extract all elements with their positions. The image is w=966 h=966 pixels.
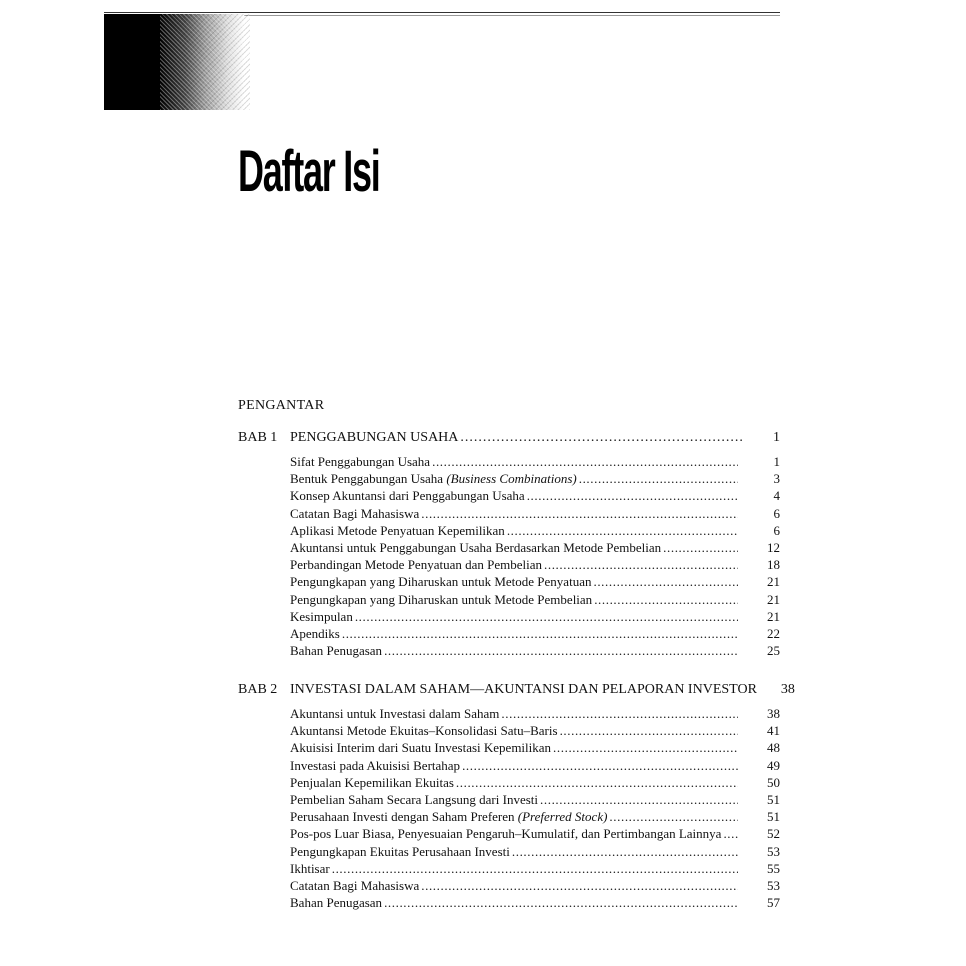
toc-entry[interactable] <box>290 723 780 740</box>
entry-title: Sifat Penggabungan Usaha <box>290 454 431 469</box>
entry-page-number: 41 <box>767 723 780 739</box>
entry-title: Perbandingan Metode Penyatuan dan Pembelian <box>290 557 542 573</box>
entry-title: Bentuk Penggabungan Usaha <box>290 471 447 487</box>
entry-page-number: 21 <box>767 591 780 607</box>
dot-leader <box>609 809 738 825</box>
entry-title: Pos-pos Luar Biasa, Penyesuaian Pengaruh–Kumulatif, dan Pertimbangan Lainnya <box>290 826 722 842</box>
entry-title: Perusahaan Investi dengan Saham Preferen <box>290 809 518 825</box>
dot-leader <box>663 540 738 556</box>
dot-leader <box>355 609 738 625</box>
dot-leader <box>540 792 738 808</box>
toc-entry[interactable] <box>290 758 780 775</box>
toc-entry[interactable] <box>290 609 780 626</box>
entry-page-number: 21 <box>767 608 780 624</box>
toc-entry[interactable] <box>290 643 780 660</box>
chapter-number: BAB 2 <box>238 682 278 697</box>
entry-title: Catatan Bagi Mahasiswa <box>290 505 420 521</box>
toc-entry[interactable] <box>290 574 780 591</box>
chapter-title: INVESTASI DALAM SAHAM—AKUNTANSI DAN PELAPORAN INVESTOR <box>290 682 757 697</box>
toc-entry[interactable] <box>290 775 780 792</box>
entry-title: Akuntansi Metode Ekuitas–Konsolidasi Satu–Baris <box>290 723 558 739</box>
dot-leader <box>560 723 738 739</box>
toc-entry[interactable] <box>290 506 780 523</box>
dot-leader <box>594 592 738 608</box>
entry-title: Pengungkapan yang Diharuskan untuk Metode Pembelian <box>290 591 593 607</box>
toc-entry[interactable] <box>290 826 780 843</box>
entry-title: Pengungkapan yang Diharuskan untuk Metode Penyatuan <box>290 574 592 590</box>
chapter-entries <box>290 454 780 660</box>
entry-page-number: 48 <box>767 740 780 756</box>
chapter-heading[interactable] <box>238 682 795 702</box>
entry-title: Bahan Penugasan <box>290 895 383 911</box>
dot-leader <box>421 878 738 894</box>
entry-page-number: 53 <box>767 843 780 859</box>
entry-title-italic: (Preferred Stock) <box>517 809 608 825</box>
entry-title: Akuisisi Interim dari Suatu Investasi Kepemilikan <box>290 740 552 756</box>
chapter-entries <box>290 706 780 912</box>
toc-entry[interactable] <box>290 626 780 643</box>
dot-leader <box>332 861 738 877</box>
entry-page-number: 4 <box>773 488 780 504</box>
dot-leader <box>527 488 738 504</box>
entry-page-number: 51 <box>767 809 780 825</box>
dot-leader <box>460 430 744 446</box>
toc-entry[interactable] <box>290 488 780 505</box>
chapter-heading[interactable] <box>238 430 780 450</box>
entry-page-number: 21 <box>767 574 780 590</box>
dot-leader <box>593 574 738 590</box>
entry-page-number: 50 <box>767 774 780 790</box>
toc-chapter-2 <box>238 682 795 912</box>
entry-title: Konsep Akuntansi dari Penggabungan Usaha <box>290 488 525 504</box>
dot-leader <box>579 471 738 487</box>
toc-entry[interactable] <box>290 523 780 540</box>
toc-entry[interactable] <box>290 809 780 826</box>
entry-page-number: 1 <box>773 454 780 469</box>
dot-leader <box>456 775 738 791</box>
chapter-title: PENGGABUNGAN USAHA <box>290 430 459 445</box>
page-title: Daftar Isi <box>238 139 380 204</box>
entry-title-italic: (Business Combinations) <box>446 471 577 487</box>
entry-page-number: 6 <box>773 505 780 521</box>
entry-title: Bahan Penugasan <box>290 643 383 659</box>
entry-title: Penjualan Kepemilikan Ekuitas <box>290 774 454 790</box>
entry-title: Ikhtisar <box>290 860 330 876</box>
header-rule <box>104 12 780 13</box>
entry-page-number: 3 <box>773 471 780 487</box>
header-gradient-texture <box>160 14 250 110</box>
chapter-number: BAB 1 <box>238 430 278 445</box>
toc-entry[interactable] <box>290 792 780 809</box>
dot-leader <box>507 523 738 539</box>
entry-page-number: 53 <box>767 877 780 893</box>
toc-entry[interactable] <box>290 454 780 471</box>
entry-title: Apendiks <box>290 625 340 641</box>
dot-leader <box>723 826 738 842</box>
entry-page-number: 12 <box>767 539 780 555</box>
entry-page-number: 52 <box>767 826 780 842</box>
dot-leader <box>384 895 738 911</box>
chapter-page-number: 1 <box>773 430 780 445</box>
entry-title: Akuntansi untuk Penggabungan Usaha Berdasarkan Metode Pembelian <box>290 539 662 555</box>
entry-page-number: 49 <box>767 757 780 773</box>
toc-chapter-1 <box>238 430 780 660</box>
toc-intro-label: PENGANTAR <box>238 398 325 413</box>
dot-leader <box>432 454 738 470</box>
entry-page-number: 57 <box>767 895 780 911</box>
toc-entry[interactable] <box>290 861 780 878</box>
entry-title: Pembelian Saham Secara Langsung dari Investi <box>290 791 539 807</box>
chapter-page-number: 38 <box>780 682 795 697</box>
entry-title: Catatan Bagi Mahasiswa <box>290 877 420 893</box>
dot-leader <box>342 626 738 642</box>
entry-page-number: 38 <box>767 706 780 721</box>
entry-page-number: 55 <box>767 860 780 876</box>
dot-leader <box>512 844 738 860</box>
dot-leader <box>384 643 738 659</box>
dot-leader <box>462 758 738 774</box>
entry-title: Kesimpulan <box>290 608 353 624</box>
entry-title: Akuntansi untuk Investasi dalam Saham <box>290 706 500 721</box>
entry-page-number: 51 <box>767 791 780 807</box>
toc-entry[interactable] <box>290 844 780 861</box>
entry-title: Pengungkapan Ekuitas Perusahaan Investi <box>290 843 510 859</box>
toc-entry[interactable] <box>290 895 780 912</box>
toc-entry[interactable] <box>290 706 780 723</box>
entry-title: Investasi pada Akuisisi Bertahap <box>290 757 461 773</box>
toc-entry[interactable] <box>290 557 780 574</box>
dot-leader <box>421 506 738 522</box>
dot-leader <box>553 740 738 756</box>
entry-page-number: 22 <box>767 625 780 641</box>
entry-page-number: 18 <box>767 557 780 573</box>
toc-entry[interactable] <box>290 592 780 609</box>
entry-page-number: 6 <box>773 522 780 538</box>
toc-entry[interactable] <box>290 878 780 895</box>
dot-leader <box>544 557 738 573</box>
toc-entry[interactable] <box>290 540 780 557</box>
entry-page-number: 25 <box>767 643 780 659</box>
toc-entry[interactable] <box>290 740 780 757</box>
entry-title: Aplikasi Metode Penyatuan Kepemilikan <box>290 522 505 538</box>
dot-leader <box>501 706 738 722</box>
toc-entry[interactable] <box>290 471 780 488</box>
